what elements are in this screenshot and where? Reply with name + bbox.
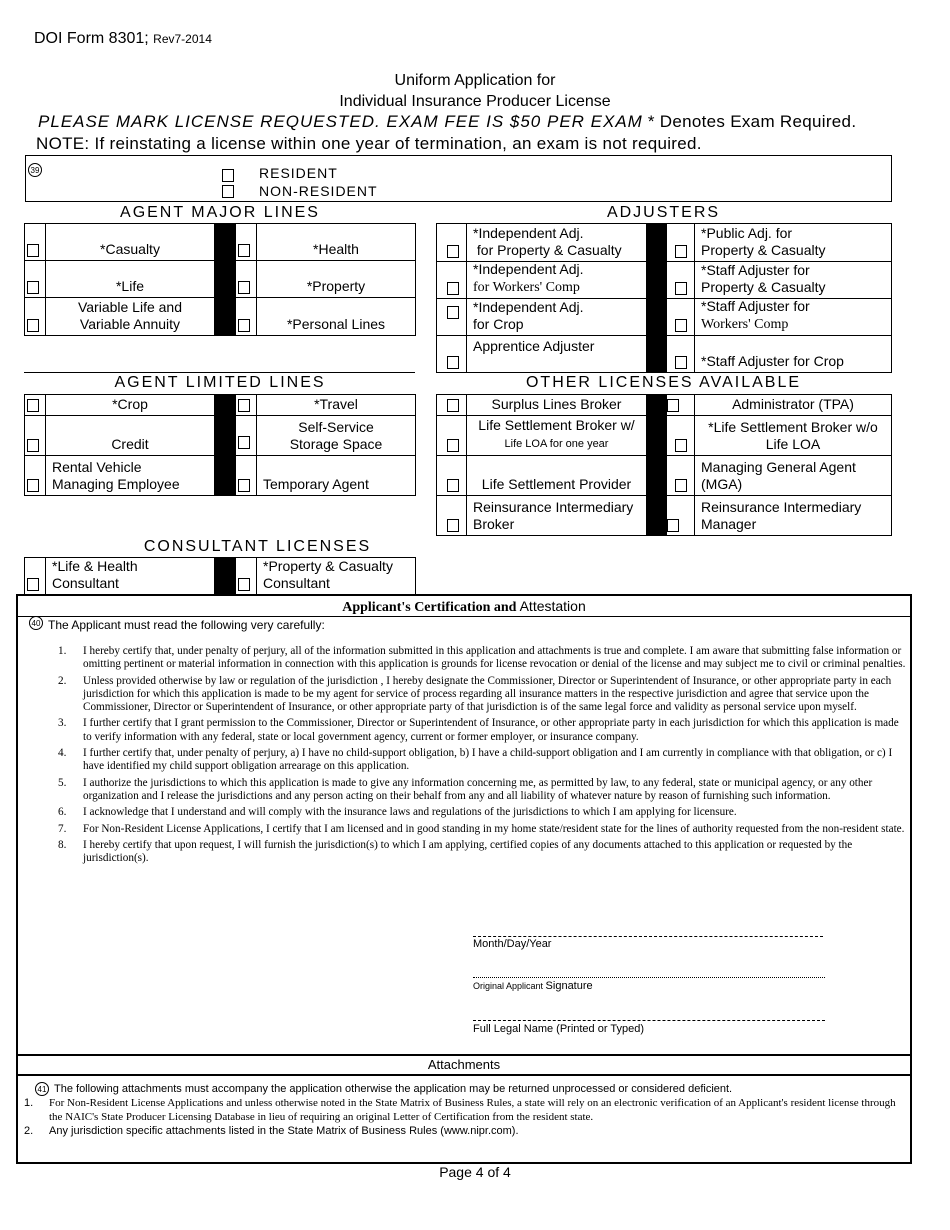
cert-item <box>58 747 908 774</box>
cert-item <box>58 777 908 804</box>
cert-item-text: Unless provided otherwise by law or regulation of the jurisdiction , I hereby designate the Commissioner, Director or Superintendent of Insurance, or other appropriate party in each jurisdiction for which this application is made to be my agent for service of process regarding all insurance matters in the respective jurisdiction and agree that service upon the Commissioner, Director or Superintendent of Insurance, or other appropriate party of that jurisdiction is of the same legal force and validity as personal service upon myself. <box>83 674 892 714</box>
agent-major-table <box>24 223 416 336</box>
attachments-body <box>24 1082 904 1138</box>
adjusters-table <box>436 223 892 373</box>
property-label: *Property <box>306 278 366 294</box>
credit-label: Credit <box>111 436 149 452</box>
adjusters-heading: ADJUSTERS <box>606 204 721 221</box>
resident-label: RESIDENT <box>259 165 338 181</box>
attachment-item-number: 1. <box>24 1097 34 1109</box>
apprentice-adj-label: Apprentice Adjuster <box>473 338 595 354</box>
signature-label <box>473 980 593 992</box>
reins-manager-checkbox[interactable] <box>667 519 679 532</box>
variable-life-checkbox[interactable] <box>27 319 39 332</box>
mga-checkbox[interactable] <box>675 479 687 492</box>
ind-adj-wc-checkbox[interactable] <box>447 282 459 295</box>
ls-provider-checkbox[interactable] <box>447 479 459 492</box>
credit-checkbox[interactable] <box>27 439 39 452</box>
personal-lines-checkbox[interactable] <box>238 319 250 332</box>
reins-broker-label-a: Reinsurance Intermediary <box>473 499 634 515</box>
certification-items <box>58 645 908 868</box>
title-line-2: Individual Insurance Producer License <box>339 93 611 110</box>
cert-item <box>58 806 908 819</box>
cert-item-text: I hereby certify that upon request, I will furnish the jurisdiction(s) to which I am applying, certified copies of any documents attached to this application or requested by the jurisdiction(s). <box>83 838 853 865</box>
self-storage-label-a: Self-Service <box>298 419 374 435</box>
certification-title-bold: Applicant's Certification and <box>342 600 517 615</box>
staff-adj-pc-label-b: Property & Casualty <box>701 279 826 295</box>
attachment-item-text: For Non-Resident License Applications and unless otherwise noted in the State Matrix of Business Rules, a state will rely on an electronic verification of an Applicant's resident license through the NAIC's State Producer Licensing Database in lieu of requiring an original Letter of Certification from the resident state. <box>49 1097 896 1123</box>
certification-intro: The Applicant must read the following very carefully: <box>48 618 325 632</box>
cert-item-text: I further certify that, under penalty of perjury, a) I have no child-support obligation, b) I have a child-support obligation and I am currently in compliance with that obligation, or c) I have identified my child support obligation arrearage on this application. <box>83 747 893 773</box>
ls-broker-without-checkbox[interactable] <box>675 439 687 452</box>
agent-limited-table <box>24 394 416 496</box>
ind-adj-crop-label-b: for Crop <box>473 316 524 332</box>
mark-rest: * Denotes Exam Required. <box>642 112 857 131</box>
attachments-intro: The following attachments must accompany the application otherwise the application may be returned unprocessed or considered deficient. <box>54 1083 733 1095</box>
apprentice-adj-checkbox[interactable] <box>447 356 459 369</box>
consultant-heading: CONSULTANT LICENSES <box>143 538 372 555</box>
cert-item-number: 4. <box>58 747 67 760</box>
public-adj-label-a: *Public Adj. for <box>701 225 793 241</box>
attachments-title: Attachments <box>18 1054 910 1076</box>
attachment-item <box>24 1096 904 1124</box>
surplus-lines-label: Surplus Lines Broker <box>491 396 622 412</box>
life-health-consultant-label-a: *Life & Health <box>52 558 138 574</box>
staff-adj-pc-checkbox[interactable] <box>675 282 687 295</box>
ind-adj-pc-label-b: for Property & Casualty <box>473 242 622 258</box>
crop-label: *Crop <box>112 396 148 412</box>
self-storage-label-b: Storage Space <box>289 436 383 452</box>
ls-broker-with-checkbox[interactable] <box>447 439 459 452</box>
signature-line[interactable] <box>473 977 825 978</box>
ls-broker-without-label-b: Life LOA <box>765 436 821 452</box>
life-checkbox[interactable] <box>27 281 39 294</box>
rental-vehicle-label-b: Managing Employee <box>52 476 180 492</box>
full-name-label: Full Legal Name (Printed or Typed) <box>473 1023 644 1035</box>
page-number: Page 4 of 4 <box>439 1164 511 1180</box>
crop-checkbox[interactable] <box>27 399 39 412</box>
resident-checkbox[interactable] <box>222 169 234 182</box>
self-storage-checkbox[interactable] <box>238 436 250 449</box>
administrator-label: Administrator (TPA) <box>732 396 854 412</box>
pc-consultant-label-b: Consultant <box>263 575 330 591</box>
full-name-line[interactable] <box>473 1020 825 1021</box>
ls-provider-label: Life Settlement Provider <box>481 476 632 492</box>
staff-adj-crop-checkbox[interactable] <box>675 356 687 369</box>
item-number-41: 41 <box>35 1082 49 1096</box>
cert-item <box>58 645 908 672</box>
residency-box <box>25 155 892 202</box>
reins-manager-label-b: Manager <box>701 516 757 532</box>
staff-adj-wc-label-a: *Staff Adjuster for <box>701 298 810 314</box>
mga-label-a: Managing General Agent <box>701 459 856 475</box>
title-line-1: Uniform Application for <box>394 72 556 89</box>
certification-section <box>16 594 912 1164</box>
temporary-agent-label: Temporary Agent <box>263 476 369 492</box>
rental-vehicle-label-a: Rental Vehicle <box>52 459 142 475</box>
staff-adj-wc-label-b: Workers' Comp <box>701 317 789 332</box>
ind-adj-pc-label-a: *Independent Adj. <box>473 225 584 241</box>
life-health-consultant-label-b: Consultant <box>52 575 119 591</box>
date-label: Month/Day/Year <box>473 938 552 950</box>
form-number: DOI Form 8301; <box>34 30 149 47</box>
form-revision: Rev7-2014 <box>153 32 212 46</box>
life-label: *Life <box>115 278 145 294</box>
ind-adj-crop-checkbox[interactable] <box>447 306 459 319</box>
attachment-item-number: 2. <box>24 1125 34 1137</box>
public-adj-checkbox[interactable] <box>675 245 687 258</box>
pc-consultant-checkbox[interactable] <box>238 578 250 591</box>
casualty-label: *Casualty <box>100 241 160 257</box>
variable-life-label: Variable Life and Variable Annuity <box>77 299 183 332</box>
property-checkbox[interactable] <box>238 281 250 294</box>
cert-item-number: 1. <box>58 645 67 657</box>
item-number-40: 40 <box>29 616 43 630</box>
ls-broker-with-label-a: Life Settlement Broker w/ <box>478 417 635 433</box>
cert-item-number: 3. <box>58 717 67 730</box>
pc-consultant-label-a: *Property & Casualty <box>263 558 393 574</box>
mark-italic: PLEASE MARK LICENSE REQUESTED. EXAM FEE IS $50 PER EXAM <box>38 112 643 131</box>
cert-item <box>58 717 908 744</box>
signature-label-a: Original Applicant <box>473 981 546 991</box>
date-line[interactable] <box>473 936 823 937</box>
reins-broker-checkbox[interactable] <box>447 519 459 532</box>
nonresident-checkbox[interactable] <box>222 185 234 198</box>
agent-limited-heading: AGENT LIMITED LINES <box>114 374 326 391</box>
cert-item-number: 2. <box>58 674 67 687</box>
item-number-39: 39 <box>28 163 42 177</box>
cert-item-text: I acknowledge that I understand and will comply with the insurance laws and regulations of the jurisdictions to which I am applying for licensure. <box>83 806 737 819</box>
health-checkbox[interactable] <box>238 244 250 257</box>
ls-broker-with-label-b: Life LOA for one year <box>504 438 609 450</box>
travel-label: *Travel <box>314 396 358 412</box>
other-licenses-table <box>436 394 892 536</box>
ind-adj-wc-label-a: *Independent Adj. <box>473 261 584 277</box>
health-label: *Health <box>313 241 359 257</box>
cert-item-number: 5. <box>58 776 67 789</box>
nonresident-label: NON-RESIDENT <box>259 183 378 199</box>
cert-item <box>58 839 908 866</box>
mga-label-b: (MGA) <box>701 476 743 492</box>
attachment-item-text: Any jurisdiction specific attachments listed in the State Matrix of Business Rules (www.nipr.com). <box>49 1125 519 1137</box>
ls-broker-without-label-a: *Life Settlement Broker w/o <box>708 419 878 435</box>
reins-manager-label-a: Reinsurance Intermediary <box>701 499 862 515</box>
ind-adj-wc-label-b: for Workers' Comp <box>473 280 580 295</box>
other-licenses-heading: OTHER LICENSES AVAILABLE <box>525 374 802 391</box>
personal-lines-label: *Personal Lines <box>286 316 386 332</box>
form-id <box>34 30 212 48</box>
ind-adj-crop-label-a: *Independent Adj. <box>473 299 584 315</box>
agent-major-heading: AGENT MAJOR LINES <box>120 204 320 221</box>
life-health-consultant-checkbox[interactable] <box>27 578 39 591</box>
attachment-item <box>24 1124 904 1138</box>
reins-broker-label-b: Broker <box>473 516 515 532</box>
ind-adj-pc-checkbox[interactable] <box>447 245 459 258</box>
surplus-lines-checkbox[interactable] <box>447 399 459 412</box>
certification-title <box>18 596 910 617</box>
temporary-agent-checkbox[interactable] <box>238 479 250 492</box>
administrator-checkbox[interactable] <box>667 399 679 412</box>
reinstate-note: NOTE: If reinstating a license within one year of termination, an exam is not required. <box>36 134 702 153</box>
mark-instruction <box>38 112 856 132</box>
certification-title-rest: Attestation <box>516 598 586 614</box>
staff-adj-crop-label: *Staff Adjuster for Crop <box>701 353 844 369</box>
casualty-checkbox[interactable] <box>27 244 39 257</box>
staff-adj-pc-label-a: *Staff Adjuster for <box>701 262 810 278</box>
cert-item <box>58 675 908 715</box>
public-adj-label-b: Property & Casualty <box>701 242 826 258</box>
cert-item-number: 6. <box>58 806 67 819</box>
signature-label-b: Signature <box>545 980 593 992</box>
staff-adj-wc-checkbox[interactable] <box>675 319 687 332</box>
cert-item-text: I authorize the jurisdictions to which this application is made to give any information concerning me, as permitted by law, to any federal, state or municipal agency, or any other organization and I release the jurisdictions and any person acting on their behalf from any and all liability of whatever nature by reason of furnishing such information. <box>83 776 873 802</box>
cert-item <box>58 823 908 836</box>
cert-item-number: 7. <box>58 822 67 835</box>
cert-item-text: I hereby certify that, under penalty of perjury, all of the information submitted in this application and attachments is true and complete. I am aware that submitting false information or omitting pertinent or material information in connection with this application is grounds for license revocation or denial of the license and may subject me to civil or criminal penalties. <box>83 645 906 671</box>
consultant-table <box>24 557 416 595</box>
cert-item-text: For Non-Resident License Applications, I certify that I am licensed and in good standing in my home state/resident state for the lines of authority requested from the non-resident state. <box>83 822 905 835</box>
cert-item-text: I further certify that I grant permission to the Commissioner, Director or Superintendent of Insurance, or other appropriate party in each jurisdiction for which this application is made to verify information with any federal, state or local government agency, current or former employer, or insurance company. <box>83 717 899 743</box>
rental-vehicle-checkbox[interactable] <box>27 479 39 492</box>
travel-checkbox[interactable] <box>238 399 250 412</box>
cert-item-number: 8. <box>58 838 67 851</box>
